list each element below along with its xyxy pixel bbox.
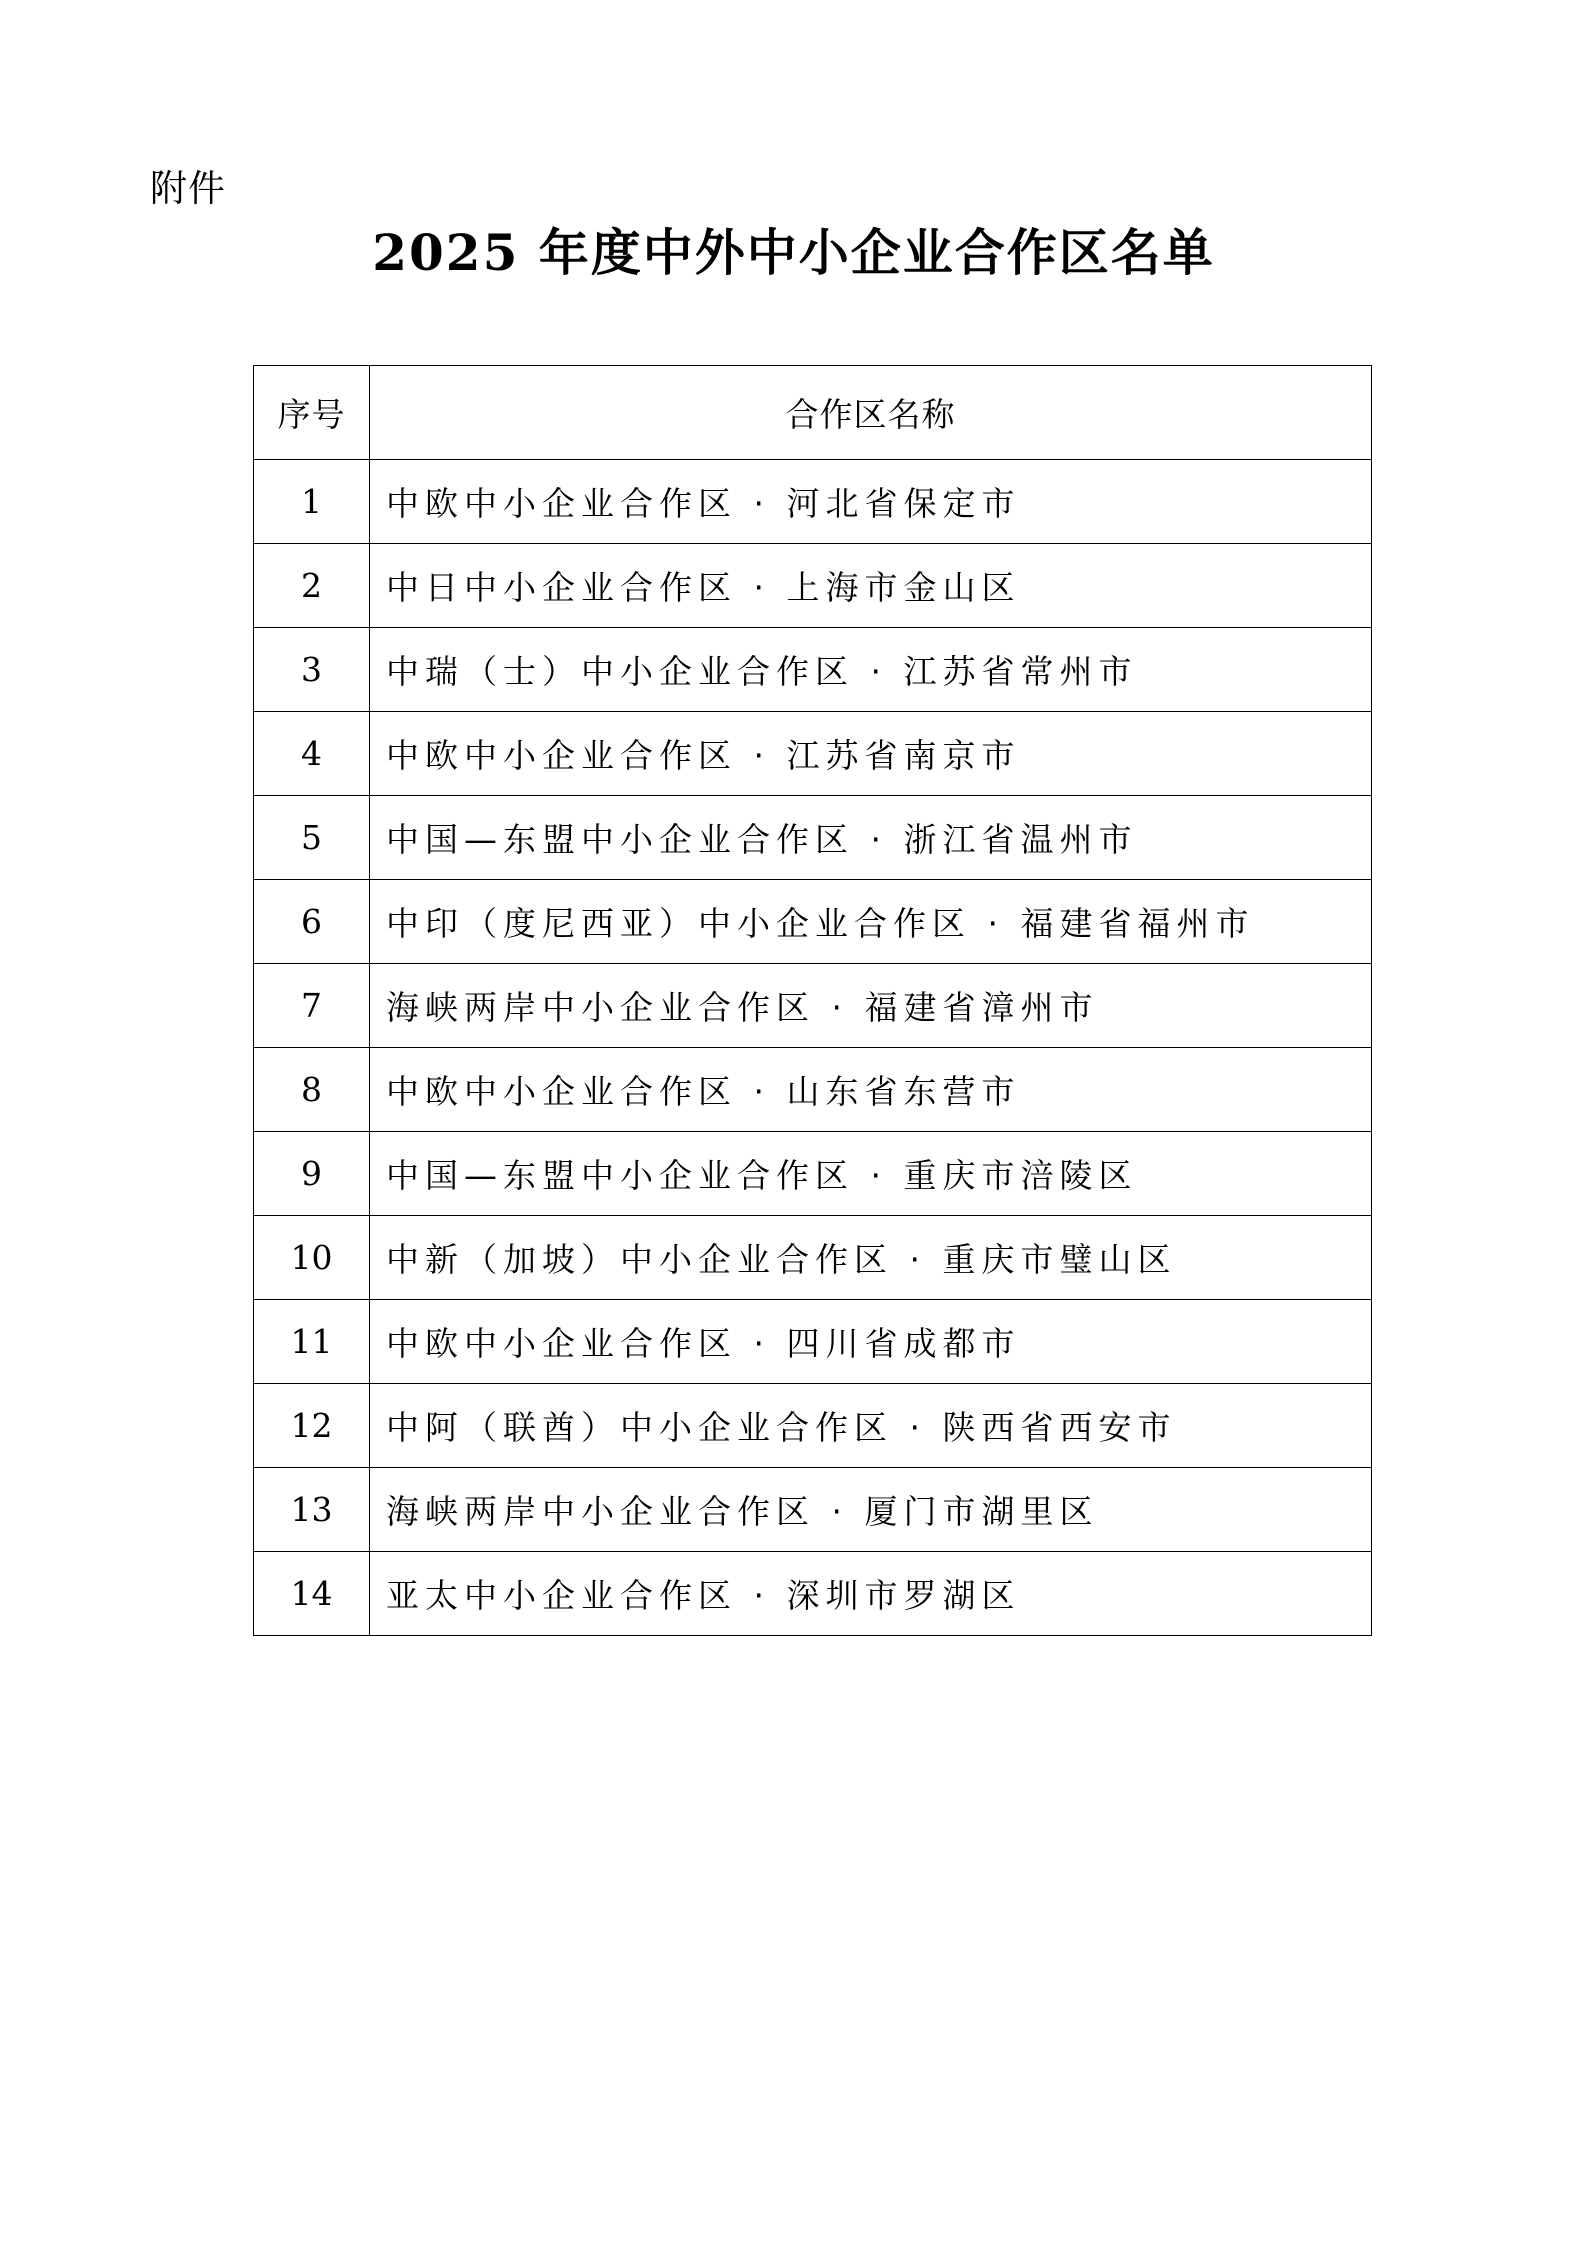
column-header-no: 序号 — [254, 366, 370, 460]
table-row — [254, 880, 1372, 964]
row-number: 8 — [254, 1048, 370, 1132]
zone-name: 中欧中小企业合作区 · 河北省保定市 — [370, 460, 1372, 544]
zone-name: 中瑞（士）中小企业合作区 · 江苏省常州市 — [370, 628, 1372, 712]
table-header-row — [254, 366, 1372, 460]
table-row — [254, 1300, 1372, 1384]
zone-name: 亚太中小企业合作区 · 深圳市罗湖区 — [370, 1552, 1372, 1636]
row-number: 4 — [254, 712, 370, 796]
row-number: 1 — [254, 460, 370, 544]
zone-name: 中新（加坡）中小企业合作区 · 重庆市璧山区 — [370, 1216, 1372, 1300]
row-number: 14 — [254, 1552, 370, 1636]
row-number: 5 — [254, 796, 370, 880]
document-title: 2025 年度中外中小企业合作区名单 — [372, 223, 1215, 282]
zone-name: 中国—东盟中小企业合作区 · 重庆市涪陵区 — [370, 1132, 1372, 1216]
zone-name: 中欧中小企业合作区 · 山东省东营市 — [370, 1048, 1372, 1132]
row-number: 9 — [254, 1132, 370, 1216]
zone-name: 中欧中小企业合作区 · 四川省成都市 — [370, 1300, 1372, 1384]
row-number: 10 — [254, 1216, 370, 1300]
table-row — [254, 628, 1372, 712]
zone-name: 海峡两岸中小企业合作区 · 福建省漳州市 — [370, 964, 1372, 1048]
row-number: 2 — [254, 544, 370, 628]
table-row — [254, 796, 1372, 880]
table-row — [254, 1216, 1372, 1300]
zone-name: 海峡两岸中小企业合作区 · 厦门市湖里区 — [370, 1468, 1372, 1552]
zone-name: 中国—东盟中小企业合作区 · 浙江省温州市 — [370, 796, 1372, 880]
table-row — [254, 1384, 1372, 1468]
zone-name: 中阿（联酋）中小企业合作区 · 陕西省西安市 — [370, 1384, 1372, 1468]
table-row — [254, 544, 1372, 628]
row-number: 13 — [254, 1468, 370, 1552]
column-header-name: 合作区名称 — [370, 366, 1372, 460]
row-number: 11 — [254, 1300, 370, 1384]
row-number: 7 — [254, 964, 370, 1048]
cooperation-zone-table — [253, 365, 1372, 1636]
table-row — [254, 460, 1372, 544]
zone-name: 中欧中小企业合作区 · 江苏省南京市 — [370, 712, 1372, 796]
table-row — [254, 712, 1372, 796]
table-row — [254, 1552, 1372, 1636]
table-row — [254, 1468, 1372, 1552]
table-row — [254, 1132, 1372, 1216]
table-row — [254, 964, 1372, 1048]
zone-name: 中印（度尼西亚）中小企业合作区 · 福建省福州市 — [370, 880, 1372, 964]
row-number: 12 — [254, 1384, 370, 1468]
attachment-label: 附件 — [150, 167, 226, 210]
row-number: 6 — [254, 880, 370, 964]
row-number: 3 — [254, 628, 370, 712]
zone-name: 中日中小企业合作区 · 上海市金山区 — [370, 544, 1372, 628]
table-row — [254, 1048, 1372, 1132]
